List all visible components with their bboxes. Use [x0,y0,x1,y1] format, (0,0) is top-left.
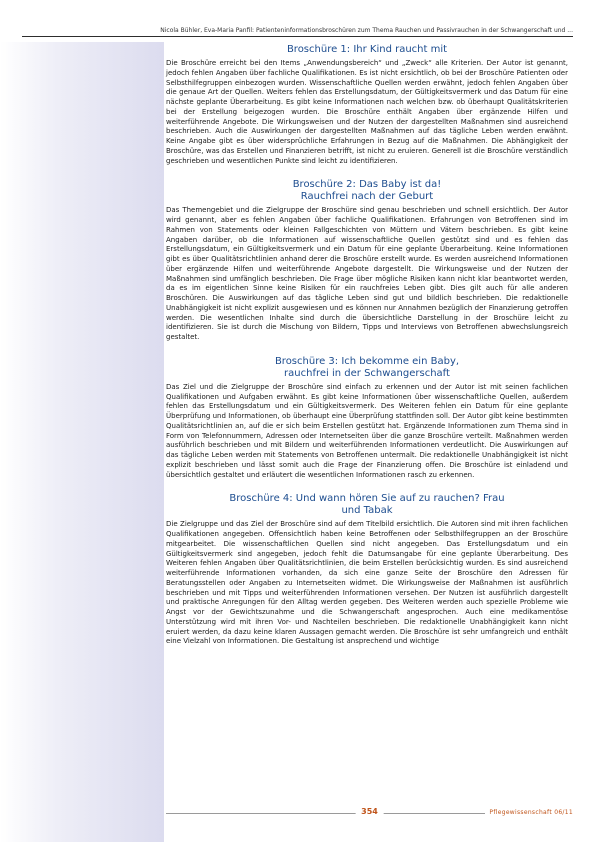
section-paragraph: Die Broschüre erreicht bei den Items „Anwendungsbereich“ und „Zweck“ alle Kriterien. Der Autor ist genannt, jedoch fehlen Angaben über fachliche Qualifikationen. Es ist nicht ersichtlich, ob bei der Broschüre Patienten oder Selbsthilfegruppen einbezogen wurden. Wissenschaftliche Quellen werden erwähnt, jedoch fehlen Angaben über die genaue Art der Quellen. Weiters fehlen das Erstellungsdatum, der Gültigkeitsvermerk und das Datum für eine nächste geplante Überarbeitung. Es gibt keine Informationen nach welchen bzw. ob überhaupt Qualitätskriterien bei der Erstellung beigezogen wurden. Die Broschüre enthält Angaben über ergänzende Hilfen und weiterführende Angebote. Die Wirkungsweisen und der Nutzen der dargestellten Maßnahmen sind ausreichend beschrieben. Auch die Auswirkungen der dargestellten Maßnahmen auf das tägliche Leben werden erwähnt. Keine Angabe gibt es über widersprüchliche Erfahrungen in Bezug auf die Maßnahmen. Die Abhängigkeit der Broschüre, was das Erstellen und Finanzieren betrifft, ist nicht zu eruieren. Generell ist die Broschüre verständlich geschrieben und wesentlichen Punkte sind leicht zu identifizieren. [166,59,568,165]
decorative-side-band [0,42,164,842]
section-heading: Broschüre 2: Das Baby ist da! Rauchfrei nach der Geburt [292,179,442,203]
section-brochure-3 [166,356,568,481]
page-header [0,0,595,42]
section-paragraph: Das Themengebiet und die Zielgruppe der Broschüre sind genau beschrieben und schnell ersichtlich. Der Autor wird genannt, aber es fehlen Angaben über fachliche Qualifikationen. Erfahrungen von Betroffenen sind im Rahmen von Statements oder kleinen Fallgeschichten von Müttern und Vätern beschrieben. Es gibt keine Angaben darüber, ob die Informationen auf wissenschaftliche Quellen gestützt sind und es fehlen das Erstellungsdatum, ein Gültigkeitsvermerk und ein Datum für eine geplante Überarbeitung. Keine Informationen gibt es über Qualitätsrichtlinien anhand derer die Broschüre erstellt wurde. Es werden ausreichend Informationen über ergänzende Hilfen und weiterführende Angebote dargestellt. Die Wirkungsweise und der Nutzen der Maßnahmen sind umfänglich beschrieben. Die Frage über mögliche Risiken kann nicht klar beantwortet werden, da es im eigentlichen Sinne keine Risiken für ein rauchfreies Leben gibt. Dies gilt auch für alle anderen Broschüren. Die Auswirkungen auf das tägliche Leben sind gut und bildlich beschrieben. Die redaktionelle Unabhängigkeit ist nicht explizit ausgewiesen und es können nur Annahmen bezüglich der Finanzierung getroffen werden. Die wesentlichen Inhalte sind durch die übersichtliche Darstellung in der Broschüre leicht zu identifizieren. Sie ist durch die Mischung von Bildern, Tipps und Interviews von Betroffenen abwechslungsreich gestaltet. [166,206,568,341]
section-brochure-2 [166,179,568,343]
header-rule [22,36,573,37]
journal-name: Pflegewissenschaft 06/11 [485,807,573,819]
section-paragraph: Das Ziel und die Zielgruppe der Broschüre sind einfach zu erkennen und der Autor ist mit seinen fachlichen Qualifikationen und Aufgaben erwähnt. Es gibt keine Informationen über wissenschaftliche Quellen, außerdem fehlen das Erstellungsdatum und ein Gültigkeitsvermerk. Des Weiteren fehlen ein Datum für eine geplante Überprüfung und Informationen, ob überhaupt eine Überprüfung stattfinden soll. Der Autor gibt keine bestimmten Qualitätsrichtlinien an, auf die er sich beim Erstellen gestützt hat. Ergänzende Informationen zum Thema sind in Form von Telefonnummern, Adressen oder Internetseiten über die ganze Broschüre verteilt. Maßnahmen werden ausführlich beschrieben und mit Bildern und weiterführenden Informationen verdeutlicht. Die Auswirkungen auf das tägliche Leben werden mit Statements von Betroffenen untermalt. Die redaktionelle Unabhängigkeit ist nicht explizit beschrieben und lässt somit auch die Frage der Finanzierung offen. Die Broschüre ist einladend und übersichtlich gestaltet und erläutert die wesentlichen Informationen rasch zu erkennen. [166,382,568,479]
running-title: Nicola Bühler, Eva-Maria Panfil: Patienteninformationsbroschüren zum Thema Rauchen und Passivrauchen in der Schwangerschaft und ... [160,27,573,34]
section-heading: Broschüre 3: Ich bekomme ein Baby, rauchfrei in der Schwangerschaft [274,355,460,379]
section-brochure-1 [166,44,568,166]
article-body [166,44,568,824]
section-brochure-4 [166,493,568,647]
page-footer [166,805,573,821]
section-heading: Broschüre 4: Und wann hören Sie auf zu rauchen? Frau und Tabak [229,493,505,517]
section-heading: Broschüre 1: Ihr Kind raucht mit [286,44,448,55]
page-number: 354 [355,805,384,819]
section-paragraph: Die Zielgruppe und das Ziel der Broschüre sind auf dem Titelbild ersichtlich. Die Autoren sind mit ihren fachlichen Qualifikationen angegeben. Offensichtlich haben keine Betroffenen oder Selbsthilfegruppen an der Broschüre mitgearbeitet. Die wissenschaftlichen Quellen sind nicht angegeben. Das Erstellungsdatum und ein Gültigkeitsvermerk sind angegeben, jedoch fehlt die Datumsangabe für eine geplante Überarbeitung. Des Weiteren fehlen Angaben über Qualitätsrichtlinien, die beim Erstellen berücksichtig wurden. Es sind ausreichend weiterführende Informationen vorhanden, da sich eine ganze Seite der Broschüre den Adressen für Beratungsstellen oder Angaben zu Internetseiten widmet. Die Wirkungsweise der Maßnahmen ist ausführlich beschrieben und mit Tipps und weiterführenden Informationen versehen. Der Nutzen ist ausführlich dargestellt und praktische Anregungen für den Alltag werden gegeben. Des Weiteren werden auch spezielle Probleme wie Angst vor der Gewichtszunahme und die Schwangerschaft angesprochen. Auch eine medikamentöse Unterstützung wird mit ihren Vor- und Nachteilen beschrieben. Die redaktionelle Unabhängigkeit kann nicht eruiert werden, da dazu keine klaren Aussagen gemacht werden. Die Broschüre ist sehr umfangreich und enthält eine Vielzahl von Informationen. Die Gestaltung ist ansprechend und wichtige [166,520,568,646]
